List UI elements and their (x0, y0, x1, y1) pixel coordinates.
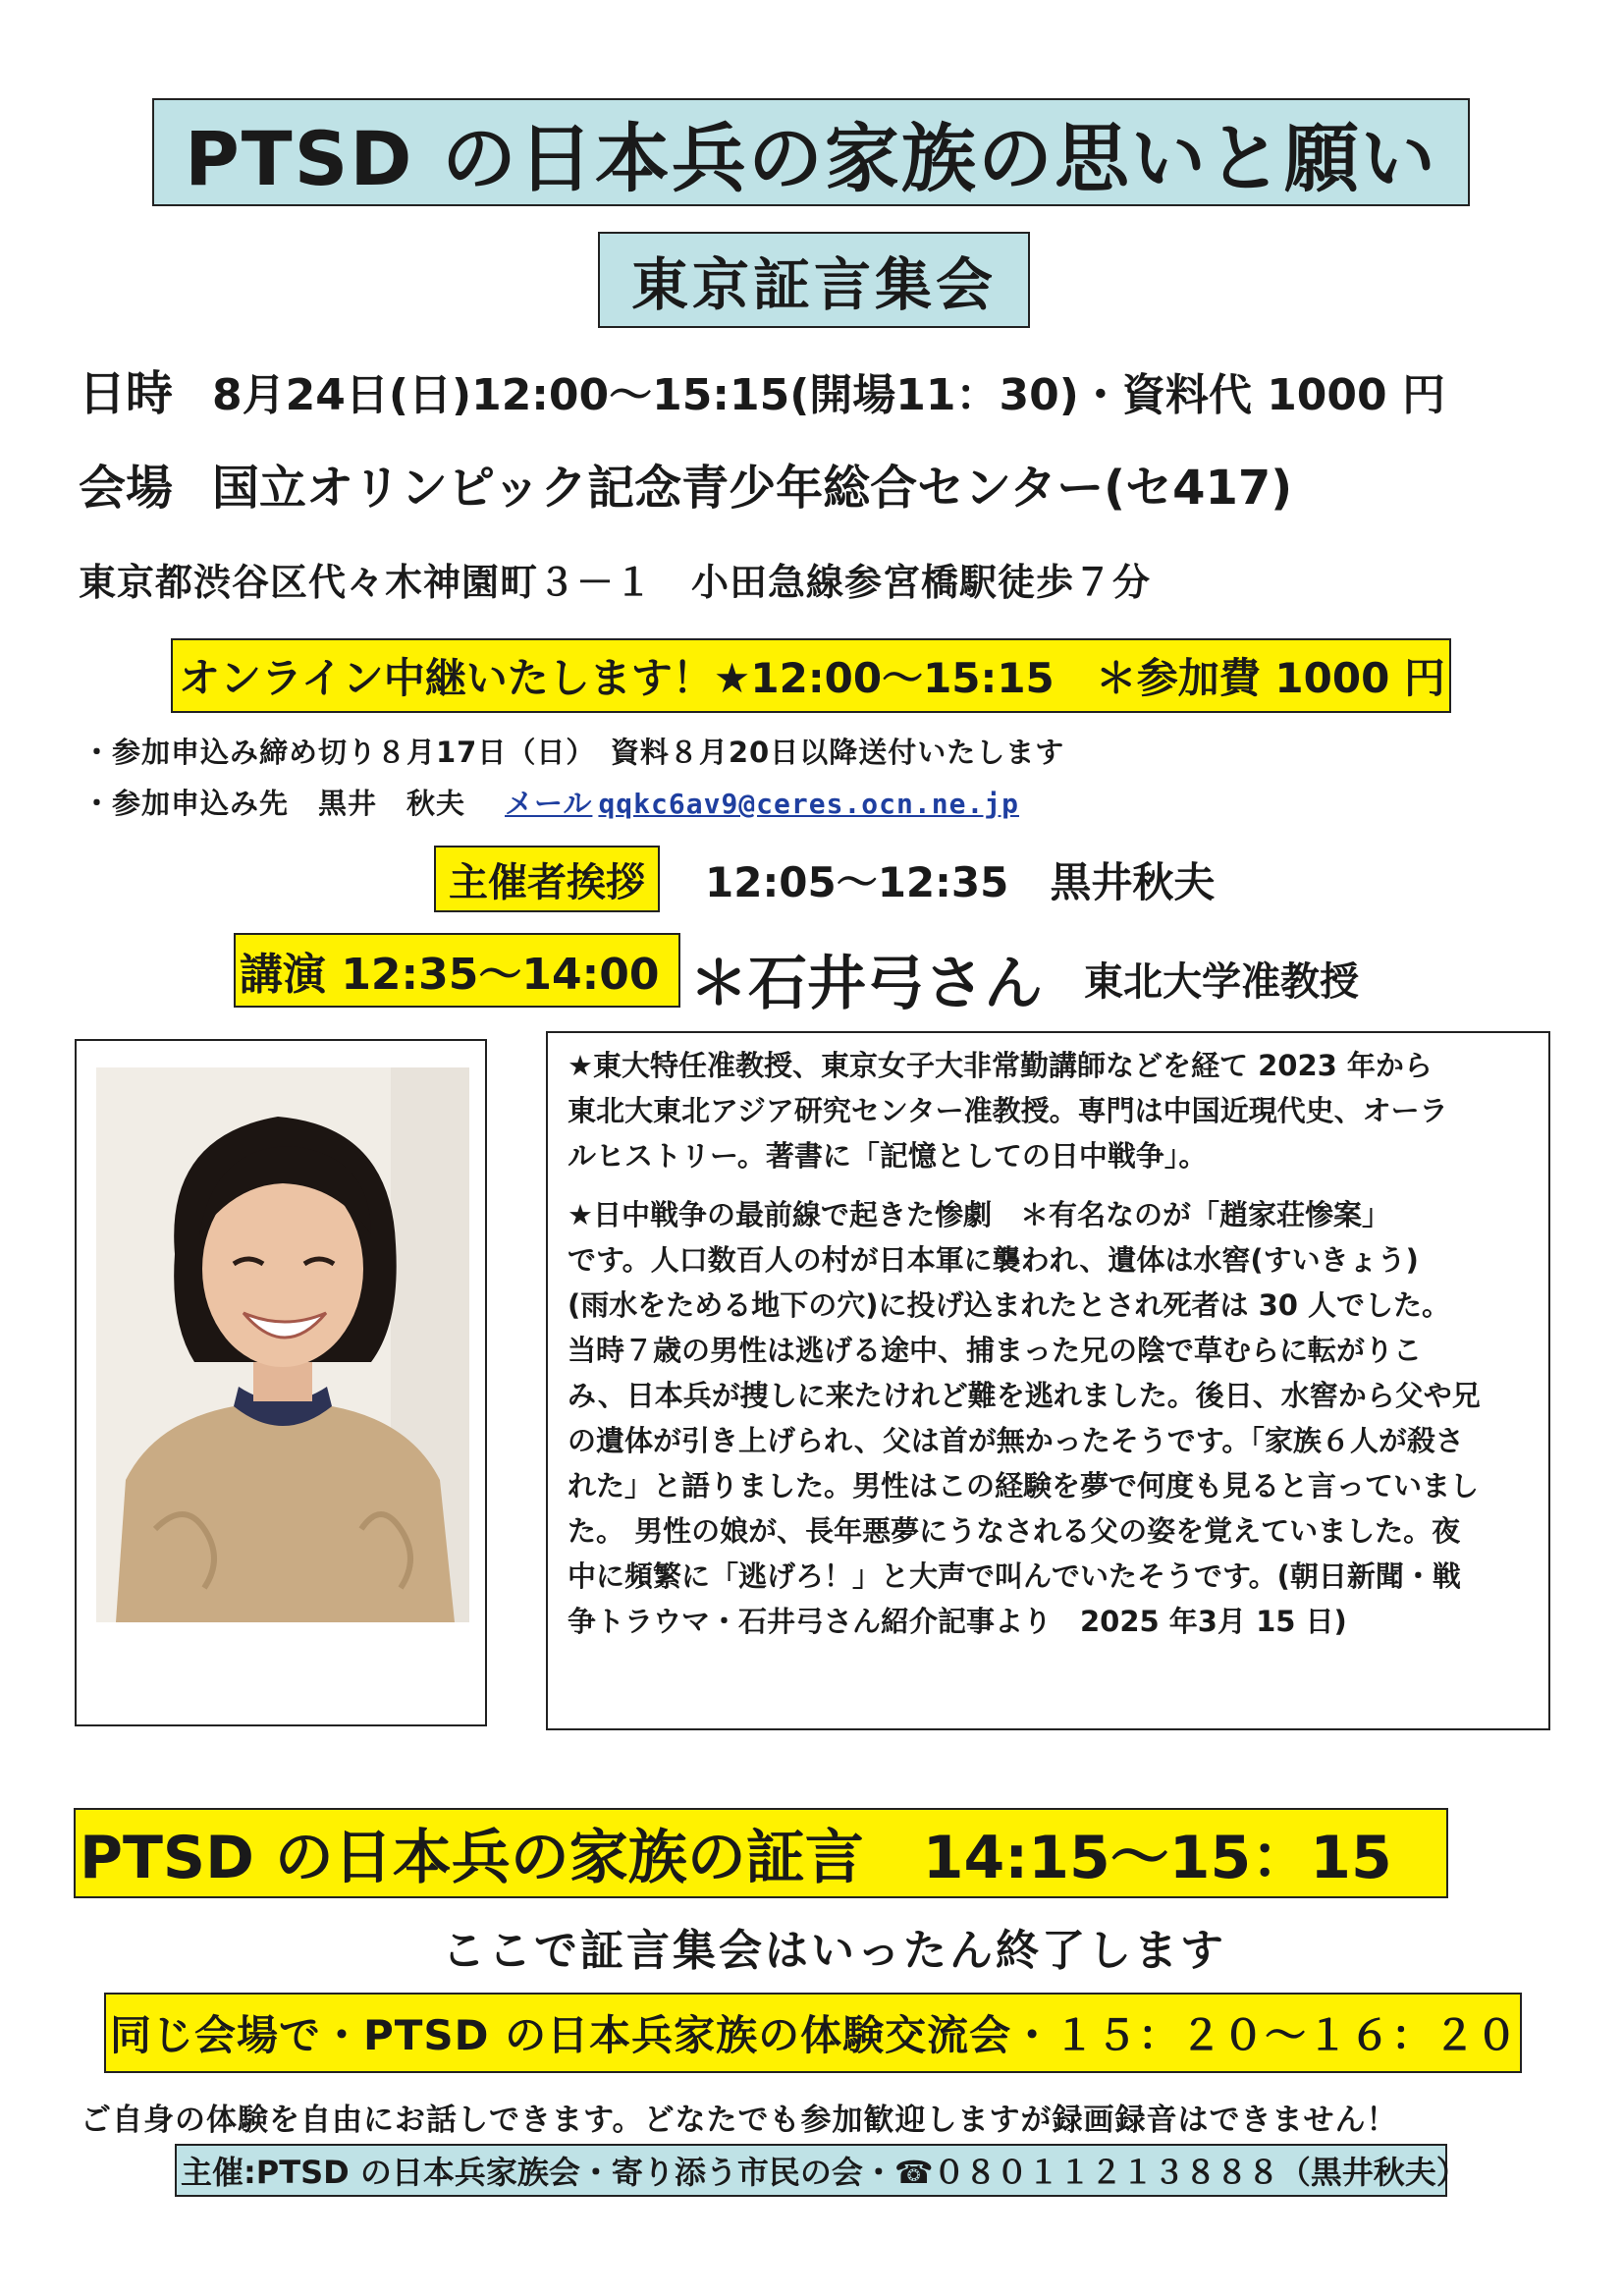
page-title: PTSD の日本兵の家族の思いと願い (152, 98, 1470, 206)
greeting-label: 主催者挨拶 (434, 846, 660, 912)
registration-contact (82, 782, 1019, 822)
bio-line: ★東大特任准教授、東京女子大非常勤講師などを経て 2023 年から (568, 1049, 1433, 1082)
registration-deadline: ・参加申込み締め切り８月17日（日） 資料８月20日以降送付いたします (82, 736, 1065, 769)
venue-address: 東京都渋谷区代々木神園町３－１ 小田急線参宮橋駅徒歩７分 (79, 561, 1152, 604)
speaker-bio (546, 1031, 1550, 1730)
bio-line: 中に頻繁に「逃げろ！」と大声で叫んでいたそうです。(朝日新聞・戦 (568, 1559, 1461, 1593)
lecture-affiliation: 東北大学准教授 (1084, 959, 1359, 1005)
mail-label[interactable]: メール (505, 787, 593, 820)
datetime-label: 日時 (79, 366, 174, 421)
bio-line: 当時７歳の男性は逃げる途中、捕まった兄の陰で草むらに転がりこ (568, 1334, 1423, 1367)
datetime-value: 8月24日(日)12:00〜15:15(開場11：30)・資料代 1000 円 (212, 370, 1445, 420)
email-link[interactable]: qqkc6av9@ceres.ocn.ne.jp (598, 788, 1020, 820)
lecture-speaker: ＊石井弓さん (689, 950, 1043, 1018)
exchange-banner: 同じ会場で・PTSD の日本兵家族の体験交流会・１５：２０〜１６：２０ (104, 1993, 1522, 2073)
bio-line: た。 男性の娘が、長年悪夢にうなされる父の姿を覚えていました。夜 (568, 1514, 1461, 1548)
bio-line: ★日中戦争の最前線で起きた惨劇 ＊有名なのが「趙家荘惨案」 (568, 1198, 1390, 1231)
bio-line: (雨水をためる地下の穴)に投げ込まれたとされ死者は 30 人でした。 (568, 1288, 1451, 1322)
organizer-footer: 主催:PTSD の日本兵家族会・寄り添う市民の会・☎０８０１１２１３８８８（黒井秋夫） (175, 2144, 1447, 2197)
online-banner: オンライン中継いたします！★12:00〜15:15 ＊参加費 1000 円 (171, 638, 1451, 713)
greeting-detail: 12:05〜12:35 黒井秋夫 (705, 858, 1216, 906)
testimony-banner: PTSD の日本兵の家族の証言 14:15〜15：15 (74, 1808, 1448, 1898)
datetime-row (79, 355, 1445, 423)
notice-text: ご自身の体験を自由にお話しできます。どなたでも参加歓迎しますが録画録音はできません！ (81, 2103, 1398, 2138)
venue-label: 会場 (79, 461, 174, 516)
speaker-photo-frame (75, 1039, 487, 1726)
bio-line: です。人口数百人の村が日本軍に襲われ、遺体は水窖(すいきょう) (568, 1243, 1419, 1277)
page-subtitle: 東京証言集会 (598, 232, 1030, 328)
bio-line: 争トラウマ・石井弓さん紹介記事より 2025 年3月 15 日) (568, 1605, 1347, 1638)
registration-contact-label: ・参加申込み先 黒井 秋夫 (82, 787, 466, 820)
bio-line: 東北大東北アジア研究センター准教授。専門は中国近現代史、オーラ (568, 1094, 1448, 1127)
bio-line: れた」と語りました。男性はこの経験を夢で何度も見ると言っていまし (568, 1469, 1480, 1503)
lecture-label: 講演 12:35〜14:00 (234, 933, 680, 1008)
venue-value: 国立オリンピック記念青少年総合センター(セ417) (212, 461, 1293, 516)
closing-text: ここで証言集会はいったん終了します (442, 1926, 1226, 1976)
speaker-photo (96, 1067, 469, 1622)
bio-line: み、日本兵が捜しに来たけれど難を逃れました。後日、水窖から父や兄 (568, 1379, 1481, 1412)
bio-line: の遺体が引き上げられ、父は首が無かったそうです。「家族６人が殺さ (568, 1424, 1464, 1457)
venue-row (79, 450, 1292, 518)
bio-line: ルヒストリー。著書に「記憶としての日中戦争」。 (568, 1139, 1208, 1173)
